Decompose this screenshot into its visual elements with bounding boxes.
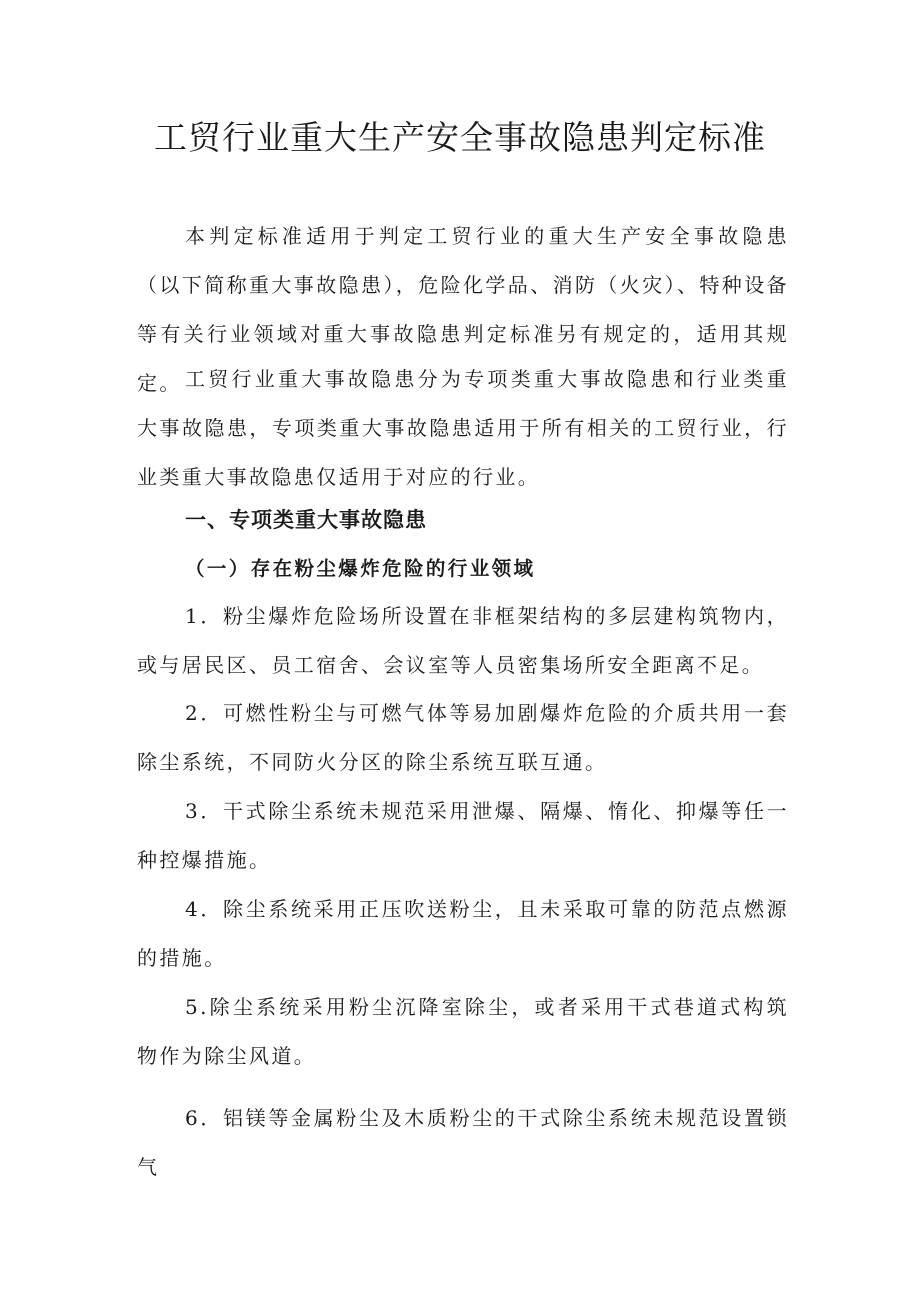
document-title: 工贸行业重大生产安全事故隐患判定标准 bbox=[154, 118, 766, 157]
subsection-heading: （一）存在粉尘爆炸危险的行业领域 bbox=[185, 557, 536, 580]
list-item-6: 6．铝镁等金属粉尘及木质粉尘的干式除尘系统未规范设置锁气 bbox=[137, 1106, 789, 1179]
list-item-4: 4．除尘系统采用正压吹送粉尘，且未采取可靠的防范点燃源的措施。 bbox=[137, 897, 789, 970]
list-item-1: 1．粉尘爆炸危险场所设置在非框架结构的多层建构筑物内，或与居民区、员工宿舍、会议室等人员密集场所安全距离不足。 bbox=[137, 604, 789, 677]
list-item-5: 5.除尘系统采用粉尘沉降室除尘，或者采用干式巷道式构筑物作为除尘风道。 bbox=[137, 995, 789, 1068]
list-item-3: 3．干式除尘系统未规范采用泄爆、隔爆、惰化、抑爆等任一种控爆措施。 bbox=[137, 799, 789, 872]
intro-paragraph-1: 本判定标准适用于判定工贸行业的重大生产安全事故隐患（以下简称重大事故隐患），危险化学品、消防（火灾）、特种设备等有关行业领域对重大事故隐患判定标准另有规定的，适用其规定。 bbox=[137, 224, 789, 395]
section-heading: 一、专项类重大事故隐患 bbox=[185, 508, 427, 532]
list-item-2: 2．可燃性粉尘与可燃气体等易加剧爆炸危险的介质共用一套除尘系统，不同防火分区的除尘系统互联互通。 bbox=[137, 701, 789, 774]
intro-paragraph-2: 工贸行业重大事故隐患分为专项类重大事故隐患和行业类重大事故隐患，专项类重大事故隐患适用于所有相关的工贸行业，行业类重大事故隐患仅适用于对应的行业。 bbox=[137, 367, 789, 489]
